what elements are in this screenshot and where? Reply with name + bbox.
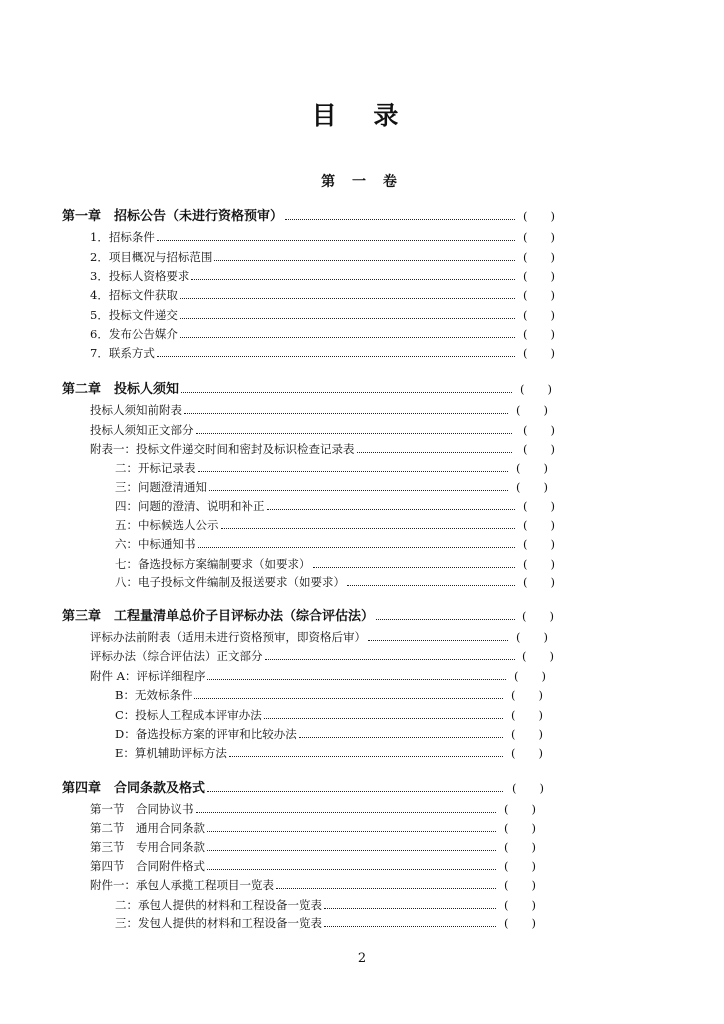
dot-leader — [194, 698, 503, 699]
dot-leader — [191, 279, 515, 280]
page-ref-parentheses: ( ) — [522, 609, 554, 623]
toc-item-label: 第一节 合同协议书 — [90, 802, 194, 816]
page-ref-parentheses: ( ) — [523, 423, 555, 437]
page-ref-parentheses: ( ) — [523, 442, 555, 456]
toc-item-label: 第二节 通用合同条款 — [90, 821, 205, 835]
page-ref-parentheses: ( ) — [511, 708, 543, 722]
toc-item-label: E：算机辅助评标方法 — [115, 746, 227, 760]
toc-item-label: 评标办法（综合评估法）正文部分 — [90, 649, 263, 663]
toc-item-label: 六：中标通知书 — [115, 537, 196, 551]
dot-leader — [299, 737, 503, 738]
dot-leader — [221, 528, 516, 529]
dot-leader — [209, 490, 508, 491]
page-ref-parentheses: ( ) — [523, 269, 555, 283]
toc-item-label: 附表一：投标文件递交时间和密封及标识检查记录表 — [90, 442, 355, 456]
toc-entry — [0, 516, 724, 535]
chapter-heading-2 — [0, 380, 724, 399]
page-ref-parentheses: ( ) — [504, 878, 536, 892]
toc-entry — [0, 497, 724, 516]
dot-leader — [265, 659, 516, 660]
page-ref-parentheses: ( ) — [511, 727, 543, 741]
toc-item-label: C：投标人工程成本评审办法 — [115, 708, 262, 722]
dot-leader — [180, 337, 515, 338]
page-ref-parentheses: ( ) — [516, 480, 548, 494]
toc-item-label: 第三节 专用合同条款 — [90, 840, 205, 854]
page-ref-parentheses: ( ) — [512, 781, 544, 795]
chapter-title: 第一章 招标公告（未进行资格预审） — [62, 209, 284, 224]
toc-entry — [0, 440, 724, 459]
page-ref-parentheses: ( ) — [504, 859, 536, 873]
volume-heading: 第 一 卷 — [321, 174, 403, 190]
page-ref-parentheses: ( ) — [523, 250, 555, 264]
toc-entry — [0, 401, 724, 420]
toc-item-label: 投标人须知正文部分 — [90, 423, 194, 437]
toc-item-label: 5．投标文件递交 — [90, 308, 178, 322]
toc-item-label: 评标办法前附表（适用未进行资格预审，即资格后审） — [90, 630, 366, 644]
page-ref-parentheses: ( ) — [523, 288, 555, 302]
dot-leader — [157, 240, 515, 241]
toc-entry — [0, 228, 724, 247]
dot-leader — [357, 452, 513, 453]
dot-leader — [184, 413, 508, 414]
dot-leader — [196, 433, 513, 434]
page-ref-parentheses: ( ) — [504, 898, 536, 912]
dot-leader — [196, 812, 497, 813]
dot-leader — [229, 756, 503, 757]
toc-entry — [0, 706, 724, 725]
toc-item-label: 3．投标人资格要求 — [90, 269, 190, 283]
page-ref-parentheses: ( ) — [523, 327, 555, 341]
page-ref-parentheses: ( ) — [516, 403, 548, 417]
toc-item-label: 4．招标文件获取 — [90, 288, 178, 302]
toc-item-label: 五：中标候选人公示 — [115, 518, 219, 532]
toc-entry — [0, 838, 724, 857]
toc-entry — [0, 421, 724, 440]
dot-leader — [313, 567, 516, 568]
toc-entry — [0, 647, 724, 666]
dot-leader — [376, 619, 515, 620]
dot-leader — [324, 926, 496, 927]
toc-item-label: 八：电子投标文件编制及报送要求（如要求） — [115, 575, 345, 589]
page-ref-parentheses: ( ) — [520, 382, 552, 396]
dot-leader — [276, 888, 496, 889]
chapter-heading-3 — [0, 607, 724, 626]
toc-item-label: 附件 A：评标详细程序 — [90, 669, 206, 683]
page-ref-parentheses: ( ) — [523, 499, 555, 513]
toc-item-label: 二：开标记录表 — [115, 461, 196, 475]
toc-item-label: 二：承包人提供的材料和工程设备一览表 — [115, 898, 322, 912]
toc-item-label: 6．发布公告媒介 — [90, 327, 178, 341]
toc-entry — [0, 573, 724, 592]
page-number: 2 — [357, 951, 367, 966]
toc-entry — [0, 800, 724, 819]
toc-entry — [0, 306, 724, 325]
page-ref-parentheses: ( ) — [523, 557, 555, 571]
toc-item-label: 附件一：承包人承揽工程项目一览表 — [90, 878, 274, 892]
page-ref-parentheses: ( ) — [504, 802, 536, 816]
toc-item-label: 7．联系方式 — [90, 346, 155, 360]
toc-entry — [0, 857, 724, 876]
chapter-heading-1 — [0, 207, 724, 226]
page-ref-parentheses: ( ) — [523, 575, 555, 589]
toc-item-label: 三：问题澄清通知 — [115, 480, 207, 494]
page-ref-parentheses: ( ) — [514, 669, 546, 683]
dot-leader — [207, 831, 496, 832]
dot-leader — [207, 869, 496, 870]
toc-entry — [0, 459, 724, 478]
dot-leader — [324, 908, 496, 909]
page-ref-parentheses: ( ) — [523, 537, 555, 551]
page-ref-parentheses: ( ) — [522, 649, 554, 663]
toc-entry — [0, 628, 724, 647]
page-ref-parentheses: ( ) — [523, 308, 555, 322]
toc-entry — [0, 725, 724, 744]
dot-leader — [368, 640, 508, 641]
page-ref-parentheses: ( ) — [511, 688, 543, 702]
chapter-title: 第二章 投标人须知 — [62, 382, 180, 397]
page-ref-parentheses: ( ) — [504, 840, 536, 854]
toc-item-label: 第四节 合同附件格式 — [90, 859, 205, 873]
page-ref-parentheses: ( ) — [504, 916, 536, 930]
toc-entry — [0, 914, 724, 933]
toc-entry — [0, 667, 724, 686]
toc-entry — [0, 286, 724, 305]
page-ref-parentheses: ( ) — [523, 346, 555, 360]
dot-leader — [264, 718, 503, 719]
dot-leader — [347, 585, 515, 586]
page-ref-parentheses: ( ) — [516, 461, 548, 475]
toc-entry — [0, 267, 724, 286]
toc-entry — [0, 744, 724, 763]
toc-entry — [0, 876, 724, 895]
dot-leader — [198, 547, 516, 548]
toc-entry — [0, 325, 724, 344]
toc-entry — [0, 478, 724, 497]
dot-leader — [214, 260, 515, 261]
toc-entry — [0, 344, 724, 363]
toc-item-label: 七：备选投标方案编制要求（如要求） — [115, 557, 311, 571]
dot-leader — [207, 850, 496, 851]
toc-item-label: 三：发包人提供的材料和工程设备一览表 — [115, 916, 322, 930]
dot-leader — [207, 791, 503, 792]
dot-leader — [198, 471, 509, 472]
dot-leader — [181, 392, 512, 393]
toc-title: 目 录 — [311, 101, 413, 130]
toc-entry — [0, 248, 724, 267]
toc-entry — [0, 686, 724, 705]
page-ref-parentheses: ( ) — [511, 746, 543, 760]
page-ref-parentheses: ( ) — [523, 230, 555, 244]
toc-item-label: D：备选投标方案的评审和比较办法 — [115, 727, 297, 741]
dot-leader — [207, 679, 506, 680]
toc-entry — [0, 896, 724, 915]
toc-item-label: 2．项目概况与招标范围 — [90, 250, 213, 264]
chapter-title: 第四章 合同条款及格式 — [62, 781, 206, 796]
toc-entry — [0, 535, 724, 554]
page-ref-parentheses: ( ) — [516, 630, 548, 644]
dot-leader — [267, 509, 516, 510]
toc-item-label: 四：问题的澄清、说明和补正 — [115, 499, 265, 513]
toc-item-label: 投标人须知前附表 — [90, 403, 182, 417]
dot-leader — [180, 318, 515, 319]
dot-leader — [157, 356, 515, 357]
page-ref-parentheses: ( ) — [523, 518, 555, 532]
chapter-title: 第三章 工程量清单总价子目评标办法（综合评估法） — [62, 609, 375, 624]
chapter-heading-4 — [0, 779, 724, 798]
toc-entry — [0, 819, 724, 838]
dot-leader — [285, 219, 515, 220]
page-ref-parentheses: ( ) — [523, 209, 555, 223]
toc-entry — [0, 555, 724, 574]
dot-leader — [180, 298, 515, 299]
page-ref-parentheses: ( ) — [504, 821, 536, 835]
toc-item-label: B：无效标条件 — [115, 688, 193, 702]
toc-item-label: 1．招标条件 — [90, 230, 155, 244]
